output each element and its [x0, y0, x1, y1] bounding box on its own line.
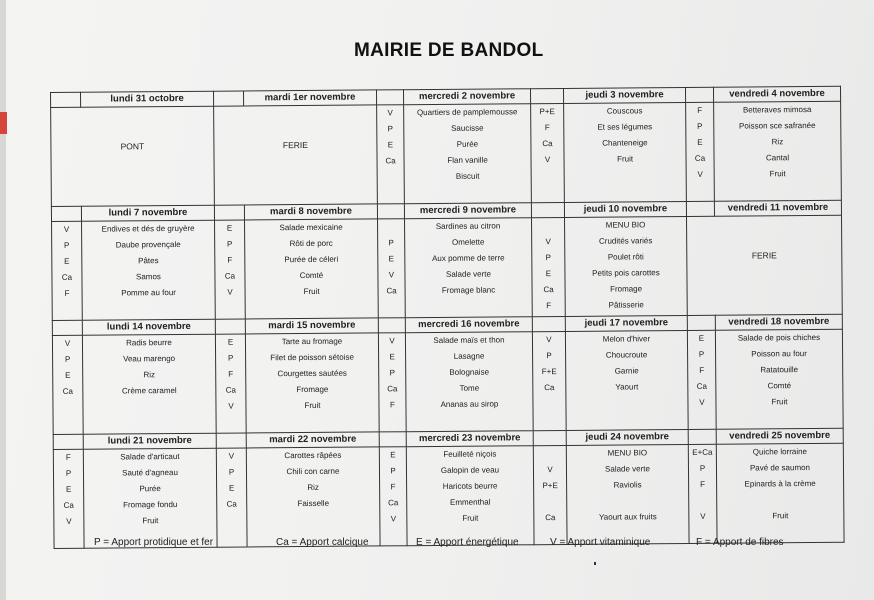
nutrition-tag-cell	[216, 448, 247, 547]
day-header: mardi 22 novembre	[246, 432, 379, 448]
nutrition-tag: Ca	[63, 500, 74, 510]
nutrition-tag-cell	[215, 334, 246, 433]
menu-item: Saucisse	[451, 123, 484, 133]
legend-energetique: E = Apport énergétique	[416, 537, 519, 548]
nutrition-tag-cell	[378, 333, 406, 432]
nutrition-tag: Ca	[543, 285, 554, 295]
menu-item: Yaourt aux fruits	[598, 512, 657, 522]
menu-items-cell	[246, 447, 380, 547]
menu-item: Quiche lorraine	[752, 447, 808, 457]
menu-item: Comté	[767, 381, 792, 391]
day-header: lundi 31 octobre	[81, 91, 214, 107]
menu-item: Omelette	[451, 237, 485, 247]
menu-item: Filet de poisson sétoise	[270, 352, 354, 363]
nutrition-tag: Ca	[386, 286, 397, 296]
menu-items-cell	[405, 332, 533, 432]
menu-table	[50, 86, 845, 549]
nutrition-tag-cell	[533, 445, 567, 544]
menu-item: Daube provençale	[115, 239, 181, 250]
day-header: lundi 21 novembre	[83, 433, 216, 449]
nutrition-tag: V	[66, 516, 72, 526]
nutrition-tag-cell	[686, 102, 715, 201]
nutrition-tag: E	[227, 337, 234, 347]
menu-items-cell	[404, 104, 532, 204]
day-header: mardi 8 novembre	[244, 204, 377, 220]
menu-item: Galopin de veau	[440, 465, 500, 475]
tag-header-cell	[688, 429, 716, 444]
menu-item: Crème caramel	[121, 386, 177, 396]
nutrition-tag: V	[547, 465, 553, 475]
menu-item: Pâtisserie	[608, 300, 644, 310]
day-header: vendredi 11 novembre	[714, 200, 841, 216]
tag-header-cell	[530, 88, 563, 103]
menu-item: MENU BIO	[607, 448, 648, 458]
menu-item: Salade verte	[604, 464, 650, 474]
nutrition-tag-cell	[687, 330, 716, 429]
menu-item: Poulet rôti	[607, 252, 644, 262]
menu-item: Salade mexicaine	[279, 222, 343, 233]
nutrition-tag: P	[390, 466, 396, 476]
day-header: jeudi 24 novembre	[566, 429, 688, 445]
menu-item: Pavé de saumon	[749, 463, 811, 473]
day-closed-cell	[214, 105, 378, 205]
tag-header-cell	[533, 430, 566, 445]
nutrition-tag: Ca	[696, 381, 707, 391]
nutrition-tag-cell	[532, 217, 566, 316]
nutrition-tag: E	[65, 484, 72, 494]
menu-item: Fruit	[303, 286, 320, 297]
nutrition-tag: P	[65, 468, 72, 478]
nutrition-tag: P	[699, 463, 706, 473]
menu-item: Salade verte	[445, 269, 491, 279]
menu-item: Choucroute	[605, 350, 648, 360]
menu-item: Chili con carne	[286, 466, 340, 477]
nutrition-tag: Ca	[385, 156, 396, 166]
menu-item: Carottes râpées	[284, 450, 342, 461]
nutrition-tag: F+E	[541, 367, 557, 377]
nutrition-tag	[378, 169, 404, 185]
menu-item: Fruit	[771, 397, 788, 407]
nutrition-tag: Ca	[226, 499, 237, 509]
nutrition-tag: V	[63, 224, 70, 234]
menu-item: Faisselle	[297, 498, 330, 509]
nutrition-tag: E	[387, 140, 394, 150]
day-header: vendredi 4 novembre	[713, 86, 840, 102]
nutrition-tag-cell	[215, 220, 246, 319]
nutrition-tag: F	[64, 288, 70, 298]
ink-dot	[594, 562, 596, 565]
menu-items-cell	[565, 331, 688, 431]
menu-item	[567, 493, 688, 510]
nutrition-tag: F	[544, 123, 550, 133]
menu-item: Fromage	[296, 384, 329, 395]
day-header: mercredi 9 novembre	[404, 203, 531, 219]
day-note: PONT	[120, 141, 145, 152]
nutrition-tag: Ca	[544, 383, 555, 393]
week-menu-row	[51, 101, 842, 206]
menu-item: Poisson au four	[751, 349, 807, 359]
menu-item: Fruit	[772, 511, 789, 521]
nutrition-tag-cell	[52, 335, 83, 434]
nutrition-tag: P	[698, 349, 705, 359]
tag-header-cell	[376, 90, 403, 105]
menu-item: Rôti de porc	[289, 238, 333, 249]
menu-item: Sardines au citron	[435, 221, 501, 231]
nutrition-tag: Ca	[224, 271, 236, 281]
menu-items-cell	[405, 218, 533, 318]
menu-item: Raviolis	[613, 480, 642, 490]
nutrition-tag: V	[389, 336, 395, 346]
menu-items-cell	[245, 333, 379, 433]
nutrition-tag: P	[389, 368, 395, 378]
tag-header-cell	[215, 319, 245, 334]
nutrition-tag: V	[227, 287, 233, 297]
nutrition-tag-cell	[378, 219, 406, 318]
nutrition-tag: P	[546, 351, 552, 361]
nutrition-tag: V	[388, 270, 395, 280]
tag-header-cell	[52, 320, 82, 335]
menu-item: Chanteneige	[602, 138, 648, 148]
nutrition-tag: P	[227, 353, 234, 363]
nutrition-tag: E	[226, 223, 233, 233]
nutrition-tag-cell	[531, 103, 565, 202]
menu-item: Salade d'articaut	[120, 451, 180, 462]
nutrition-tag: V	[697, 169, 703, 179]
menu-item: Riz	[771, 137, 784, 147]
legend-fibres: F = Apport de fibres	[696, 537, 784, 548]
nutrition-tag: F	[65, 452, 71, 462]
nutrition-tag: E	[390, 450, 396, 460]
nutrition-tag: P+E	[542, 481, 558, 491]
menu-item: Yaourt	[615, 382, 639, 392]
nutrition-tag: E	[228, 483, 235, 493]
nutrition-tag: E	[388, 254, 395, 264]
legend-vitaminique: V = Apport vitaminique	[550, 537, 651, 548]
nutrition-tag: Ca	[387, 384, 398, 394]
nutrition-tag: V	[545, 237, 551, 247]
nutrition-tag	[532, 218, 564, 234]
menu-item: Petits pois carottes	[592, 268, 660, 278]
menu-item: Veau marengo	[123, 354, 176, 364]
nutrition-tag: P	[545, 253, 552, 263]
tag-header-cell	[378, 318, 405, 333]
nutrition-tag: P	[226, 239, 233, 249]
nutrition-tag: F	[390, 482, 396, 492]
nutrition-tag: E	[389, 352, 395, 362]
menu-items-cell	[716, 443, 844, 543]
day-header: vendredi 18 novembre	[715, 314, 842, 330]
day-closed-cell	[51, 106, 215, 206]
day-header: mercredi 2 novembre	[403, 89, 530, 105]
nutrition-tag-cell	[688, 444, 717, 543]
menu-item: Emmenthal	[449, 497, 491, 507]
day-header: mercredi 23 novembre	[406, 431, 533, 447]
day-header: mardi 15 novembre	[245, 318, 378, 334]
page-title: MAIRIE DE BANDOL	[354, 40, 544, 61]
tag-header-cell	[379, 432, 406, 447]
menu-item: Feuilleté niçois	[443, 449, 497, 459]
nutrition-tag: V	[699, 397, 705, 407]
tag-header-cell	[213, 91, 243, 106]
menu-item: Bolognaise	[449, 367, 490, 377]
menu-item: Biscuit	[455, 171, 480, 181]
nutrition-tag: P	[388, 238, 394, 248]
day-header: mardi 1er novembre	[243, 90, 376, 106]
nutrition-tag: Ca	[388, 498, 399, 508]
nutrition-tag: E+Ca	[692, 447, 713, 457]
nutrition-tag: E	[64, 256, 70, 266]
menu-item: Sauté d'agneau	[122, 468, 178, 478]
menu-items-cell	[83, 448, 217, 548]
nutrition-tag: V	[544, 155, 551, 165]
day-header: jeudi 10 novembre	[564, 202, 686, 218]
nutrition-tag: E	[697, 137, 703, 147]
day-note: FERIE	[751, 250, 777, 261]
nutrition-tag: P	[63, 240, 70, 250]
menu-item: Samos	[135, 272, 161, 282]
menu-item: Poisson sce safranée	[739, 120, 816, 131]
menu-item: Fruit	[304, 400, 321, 411]
nutrition-tag-cell	[52, 221, 83, 320]
nutrition-tag: E	[698, 333, 705, 343]
nutrition-tag	[689, 493, 716, 509]
nutrition-tag-cell	[532, 331, 566, 430]
day-header: lundi 7 novembre	[81, 205, 214, 221]
menu-item: Fruit	[142, 516, 159, 526]
menu-items-cell	[82, 334, 216, 434]
menu-item: Et ses légumes	[597, 122, 653, 132]
nutrition-tag: Ca	[62, 386, 73, 396]
menu-item: Ratatouille	[760, 365, 799, 375]
tag-header-cell	[51, 206, 81, 221]
nutrition-tag: P	[387, 124, 394, 134]
menu-item: Purée	[139, 484, 161, 494]
day-header: mercredi 16 novembre	[405, 317, 532, 333]
menu-item: Purée	[456, 139, 479, 149]
tag-header-cell	[685, 87, 713, 102]
menu-item: Fruit	[617, 154, 634, 164]
nutrition-tag: Ca	[542, 139, 553, 149]
menu-item: Riz	[307, 482, 319, 492]
nutrition-tag: P	[697, 121, 703, 131]
nutrition-tag: F	[228, 369, 234, 379]
menu-items-cell	[715, 329, 843, 429]
day-header: lundi 14 novembre	[82, 319, 215, 335]
nutrition-tag: V	[228, 401, 234, 411]
menu-item: Garnie	[614, 366, 639, 376]
nutrition-tag: V	[228, 451, 235, 461]
menu-item: Salade maïs et thon	[433, 335, 505, 345]
menu-item: Flan vanille	[447, 155, 488, 165]
menu-item: Melon d'hiver	[602, 334, 651, 344]
nutrition-tag: Ca	[225, 385, 236, 395]
nutrition-tag: F	[700, 479, 706, 489]
day-closed-cell	[686, 215, 842, 315]
menu-item: Courgettes sautées	[277, 368, 347, 379]
nutrition-tag: V	[390, 514, 397, 524]
menu-item: Endives et dés de gruyère	[101, 223, 195, 234]
day-header: vendredi 25 novembre	[716, 428, 843, 444]
menu-item: Comté	[299, 270, 324, 281]
tag-header-cell	[687, 315, 715, 330]
nutrition-tag: P	[64, 354, 71, 364]
nutrition-tag	[534, 494, 566, 510]
menu-items-cell	[245, 219, 379, 319]
menu-items-cell	[82, 220, 216, 320]
nutrition-tag: F	[697, 105, 703, 115]
nutrition-tag: E	[545, 269, 552, 279]
tag-header-cell	[532, 316, 565, 331]
menu-item: Fromage	[610, 284, 643, 294]
menu-item: Fromage blanc	[441, 285, 496, 295]
legend-calcique: Ca = Apport calcique	[276, 537, 369, 548]
nutrition-tag	[534, 446, 566, 462]
nutrition-tag: V	[546, 335, 552, 345]
nutrition-tag: F	[389, 400, 395, 410]
menu-items-cell	[564, 103, 687, 203]
nutrition-tag: P	[228, 467, 235, 477]
menu-item: Cantal	[765, 153, 790, 163]
menu-item: Fromage fondu	[123, 500, 178, 510]
tag-header-cell	[531, 202, 564, 217]
nutrition-tag-cell	[379, 447, 407, 546]
menu-item: Crudités variés	[598, 236, 653, 246]
menu-items-cell	[566, 444, 689, 544]
menu-item: Tome	[459, 383, 480, 393]
menu-item: Aux pomme de terre	[432, 253, 505, 264]
menu-item: Purée de céleri	[284, 254, 339, 265]
menu-items-cell	[565, 217, 688, 317]
menu-item: Quartiers de pamplemousse	[416, 107, 518, 118]
menu-items-cell	[714, 101, 842, 201]
menu-item: Riz	[143, 370, 156, 380]
tag-header-cell	[377, 204, 404, 219]
day-header: jeudi 17 novembre	[565, 316, 687, 332]
menu-items-cell	[406, 446, 534, 546]
day-note: FERIE	[282, 139, 308, 151]
tag-header-cell	[53, 434, 83, 449]
menu-item: Tarte au fromage	[281, 336, 343, 347]
nutrition-tag	[378, 219, 404, 235]
nutrition-tag: F	[699, 365, 705, 375]
nutrition-tag: F	[546, 301, 552, 311]
menu-item: Pomme au four	[121, 288, 176, 298]
nutrition-tag: V	[700, 511, 706, 521]
menu-item: Ananas au sirop	[440, 399, 499, 409]
nutrition-tag-cell	[377, 105, 405, 204]
nutrition-tag: V	[64, 338, 71, 348]
tag-header-cell	[214, 205, 244, 220]
red-edge-mark	[0, 112, 7, 134]
nutrition-tag: P+E	[539, 107, 555, 117]
menu-item: Fruit	[769, 169, 786, 179]
menu-item: Radis beurre	[126, 338, 172, 348]
nutrition-tag: Ca	[61, 272, 73, 282]
menu-item	[717, 492, 843, 509]
nutrition-tag: Ca	[694, 153, 706, 163]
menu-item: Fruit	[462, 513, 479, 523]
menu-item: Haricots beurre	[442, 481, 498, 491]
menu-item: Pâtes	[138, 256, 159, 266]
nutrition-tag-cell	[53, 449, 84, 548]
nutrition-tag: E	[65, 370, 71, 380]
nutrition-tag: Ca	[545, 513, 556, 523]
tag-header-cell	[686, 201, 714, 216]
menu-item: Epinards à la crème	[744, 478, 816, 489]
week-menu-row	[52, 215, 843, 320]
menu-item: Betteraves mimosa	[742, 105, 812, 115]
tag-header-cell	[51, 92, 81, 107]
nutrition-tag: F	[227, 255, 233, 265]
menu-item: Salade de pois chiches	[737, 332, 821, 343]
tag-header-cell	[216, 433, 246, 448]
week-menu-row	[53, 443, 844, 548]
menu-item: MENU BIO	[605, 220, 646, 230]
week-menu-row	[52, 329, 843, 434]
day-header: jeudi 3 novembre	[563, 88, 685, 104]
menu-item: Couscous	[606, 106, 643, 116]
nutrition-tag: V	[387, 108, 393, 118]
menu-item: Lasagne	[453, 351, 485, 361]
legend-protidique: P = Apport protidique et fer	[94, 537, 214, 548]
